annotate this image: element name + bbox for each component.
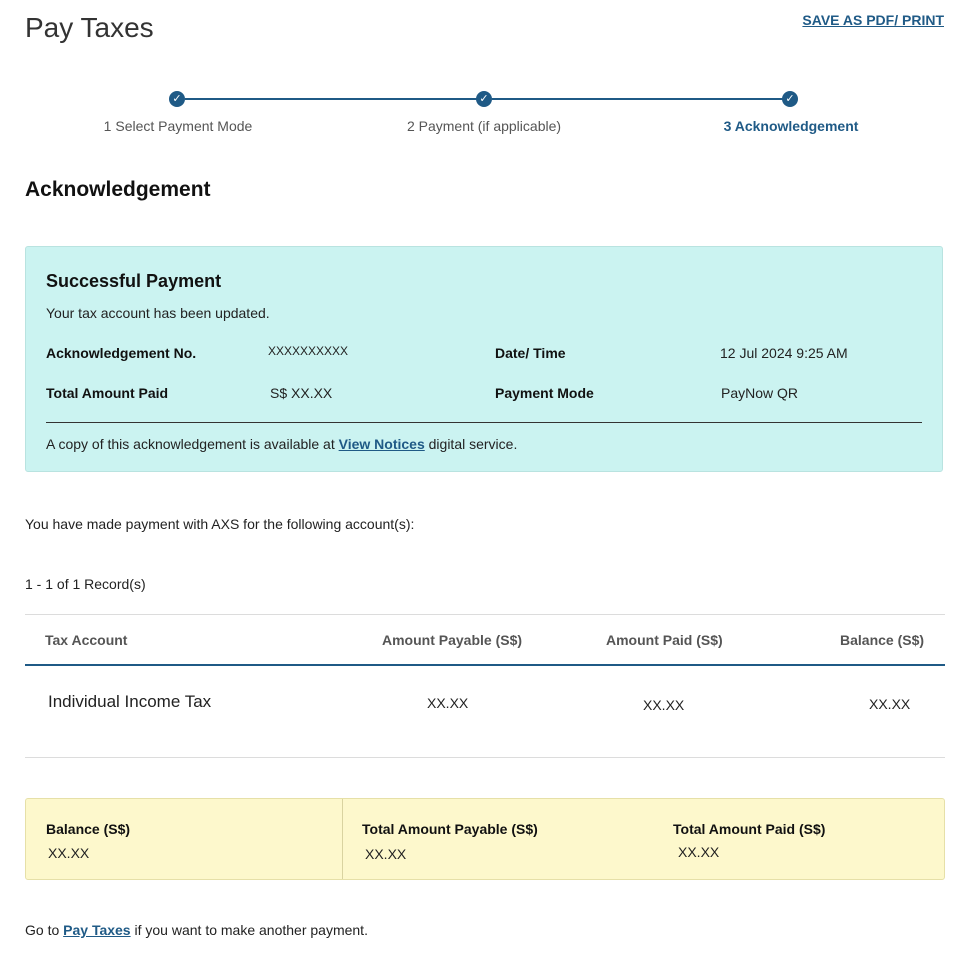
total-paid-label: Total Amount Paid [46, 385, 169, 401]
step-label-acknowledgement: 3 Acknowledgement [723, 118, 859, 134]
divider [46, 422, 922, 423]
row-amount-paid: XX.XX [643, 697, 685, 713]
column-header-amount-payable: Amount Payable (S$) [382, 632, 523, 648]
summary-total-paid-value: XX.XX [678, 844, 720, 860]
row-amount-payable: XX.XX [427, 695, 469, 711]
success-title: Successful Payment [46, 271, 222, 291]
summary-total-paid-label: Total Amount Paid (S$) [673, 821, 826, 837]
check-icon: ✓ [782, 91, 798, 107]
step-connector-2 [492, 98, 783, 100]
success-panel [25, 246, 943, 472]
summary-divider [342, 799, 343, 879]
payment-mode-value: PayNow QR [721, 385, 799, 401]
table-top-border [25, 614, 945, 615]
column-header-amount-paid: Amount Paid (S$) [606, 632, 723, 648]
table-header-border [25, 664, 945, 666]
summary-balance-label: Balance (S$) [46, 821, 131, 837]
payment-mode-label: Payment Mode [495, 385, 594, 401]
accounts-intro-text: You have made payment with AXS for the following account(s): [25, 516, 415, 532]
save-as-pdf-print-link[interactable]: SAVE AS PDF/ PRINT [802, 12, 944, 28]
total-paid-value: S$ XX.XX [270, 385, 333, 401]
page-title: Pay Taxes [25, 12, 154, 43]
table-bottom-border [25, 757, 945, 758]
check-icon: ✓ [169, 91, 185, 107]
step-label-select-payment-mode: 1 Select Payment Mode [103, 118, 253, 134]
summary-total-payable-label: Total Amount Payable (S$) [362, 821, 538, 837]
records-count: 1 - 1 of 1 Record(s) [25, 576, 146, 592]
view-notices-link[interactable]: View Notices [338, 436, 425, 452]
check-icon: ✓ [476, 91, 492, 107]
datetime-label: Date/ Time [495, 345, 566, 361]
section-title: Acknowledgement [25, 178, 211, 201]
step-connector-1 [185, 98, 477, 100]
column-header-balance: Balance (S$) [840, 632, 925, 648]
datetime-value: 12 Jul 2024 9:25 AM [720, 345, 848, 361]
row-tax-account: Individual Income Tax [48, 692, 212, 711]
step-label-payment: 2 Payment (if applicable) [406, 118, 562, 134]
summary-balance-value: XX.XX [48, 845, 90, 861]
pay-taxes-link[interactable]: Pay Taxes [63, 922, 131, 938]
footer-text: Go to Pay Taxes if you want to make another payment. [25, 922, 368, 938]
ack-number-value: XXXXXXXXXX [268, 344, 349, 358]
summary-total-payable-value: XX.XX [365, 846, 407, 862]
ack-number-label: Acknowledgement No. [46, 345, 197, 361]
row-balance: XX.XX [869, 696, 911, 712]
notice-text: A copy of this acknowledgement is available at View Notices digital service. [46, 436, 518, 452]
summary-panel [25, 798, 945, 880]
column-header-tax-account: Tax Account [45, 632, 128, 648]
success-subtitle: Your tax account has been updated. [46, 305, 270, 321]
